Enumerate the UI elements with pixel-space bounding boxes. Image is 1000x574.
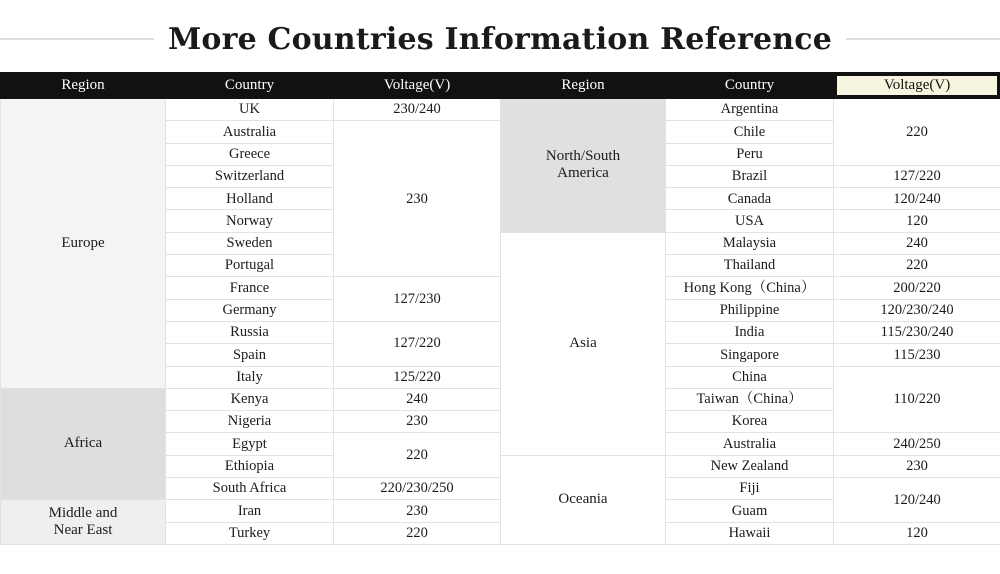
table-header-row (1, 73, 1000, 99)
right-voltage-cell: 120 (834, 522, 1000, 544)
right-country-cell: Hawaii (666, 522, 834, 544)
left-country-cell: Kenya (166, 388, 334, 410)
left-country-cell: Norway (166, 210, 334, 232)
left-country-cell: Spain (166, 344, 334, 366)
right-voltage-cell: 115/230/240 (834, 321, 1000, 343)
left-country-cell: Turkey (166, 522, 334, 544)
right-voltage-cell: 115/230 (834, 344, 1000, 366)
left-country-cell: Greece (166, 143, 334, 165)
right-voltage-cell: 127/220 (834, 165, 1000, 187)
right-country-cell: New Zealand (666, 455, 834, 477)
table-row (1, 99, 1000, 121)
left-voltage-cell: 230 (334, 500, 501, 522)
left-country-cell: Germany (166, 299, 334, 321)
left-voltage-cell: 230 (334, 411, 501, 433)
left-country-cell: Ethiopia (166, 455, 334, 477)
right-country-cell: Singapore (666, 344, 834, 366)
right-voltage-cell: 120/240 (834, 188, 1000, 210)
left-voltage-cell: 230/240 (334, 99, 501, 121)
page-title: More Countries Information Reference (167, 21, 833, 57)
title-rule-left (0, 38, 154, 40)
table-body (1, 73, 1000, 545)
left-country-cell: Portugal (166, 255, 334, 277)
right-voltage-cell: 110/220 (834, 366, 1000, 433)
right-country-cell: Argentina (666, 99, 834, 121)
title-rule-right (846, 38, 1000, 40)
right-voltage-cell: 240 (834, 232, 1000, 254)
header-country-right: Country (666, 73, 834, 99)
left-country-cell: Italy (166, 366, 334, 388)
right-country-cell: Taiwan（China） (666, 388, 834, 410)
right-voltage-cell: 200/220 (834, 277, 1000, 299)
left-country-cell: Iran (166, 500, 334, 522)
left-voltage-cell: 220/230/250 (334, 478, 501, 500)
left-voltage-cell: 127/220 (334, 321, 501, 366)
header-region-left: Region (1, 73, 166, 99)
countries-voltage-table (0, 72, 1000, 545)
left-country-cell: Nigeria (166, 411, 334, 433)
left-country-cell: Holland (166, 188, 334, 210)
right-country-cell: Peru (666, 143, 834, 165)
left-country-cell: France (166, 277, 334, 299)
left-voltage-cell: 240 (334, 388, 501, 410)
left-country-cell: UK (166, 99, 334, 121)
right-region-cell: Asia (501, 232, 666, 455)
page-title-bar (0, 0, 1000, 72)
left-region-cell: Africa (1, 388, 166, 499)
header-voltage-left: Voltage(V) (334, 73, 501, 99)
left-country-cell: Australia (166, 121, 334, 143)
left-region-cell: Middle and Near East (1, 500, 166, 545)
left-voltage-cell: 220 (334, 433, 501, 478)
left-voltage-cell: 230 (334, 121, 501, 277)
right-voltage-cell: 120 (834, 210, 1000, 232)
right-voltage-cell: 230 (834, 455, 1000, 477)
right-country-cell: Australia (666, 433, 834, 455)
left-country-cell: Russia (166, 321, 334, 343)
right-country-cell: Fiji (666, 478, 834, 500)
header-country-left: Country (166, 73, 334, 99)
left-country-cell: Sweden (166, 232, 334, 254)
header-region-right: Region (501, 73, 666, 99)
right-voltage-cell: 220 (834, 99, 1000, 166)
right-country-cell: India (666, 321, 834, 343)
right-country-cell: Brazil (666, 165, 834, 187)
left-country-cell: Switzerland (166, 165, 334, 187)
right-voltage-cell: 240/250 (834, 433, 1000, 455)
right-voltage-cell: 120/230/240 (834, 299, 1000, 321)
left-country-cell: Egypt (166, 433, 334, 455)
right-country-cell: Korea (666, 411, 834, 433)
right-country-cell: Philippine (666, 299, 834, 321)
left-region-cell: Europe (1, 99, 166, 389)
right-voltage-cell: 120/240 (834, 478, 1000, 523)
right-country-cell: USA (666, 210, 834, 232)
right-country-cell: China (666, 366, 834, 388)
left-voltage-cell: 220 (334, 522, 501, 544)
right-country-cell: Guam (666, 500, 834, 522)
header-voltage-right: Voltage(V) (834, 73, 1000, 99)
right-voltage-cell: 220 (834, 255, 1000, 277)
right-country-cell: Hong Kong（China） (666, 277, 834, 299)
left-voltage-cell: 125/220 (334, 366, 501, 388)
left-voltage-cell: 127/230 (334, 277, 501, 322)
right-country-cell: Canada (666, 188, 834, 210)
right-region-cell: North/South America (501, 99, 666, 233)
right-region-cell: Oceania (501, 455, 666, 544)
left-country-cell: South Africa (166, 478, 334, 500)
right-country-cell: Malaysia (666, 232, 834, 254)
right-country-cell: Thailand (666, 255, 834, 277)
right-country-cell: Chile (666, 121, 834, 143)
